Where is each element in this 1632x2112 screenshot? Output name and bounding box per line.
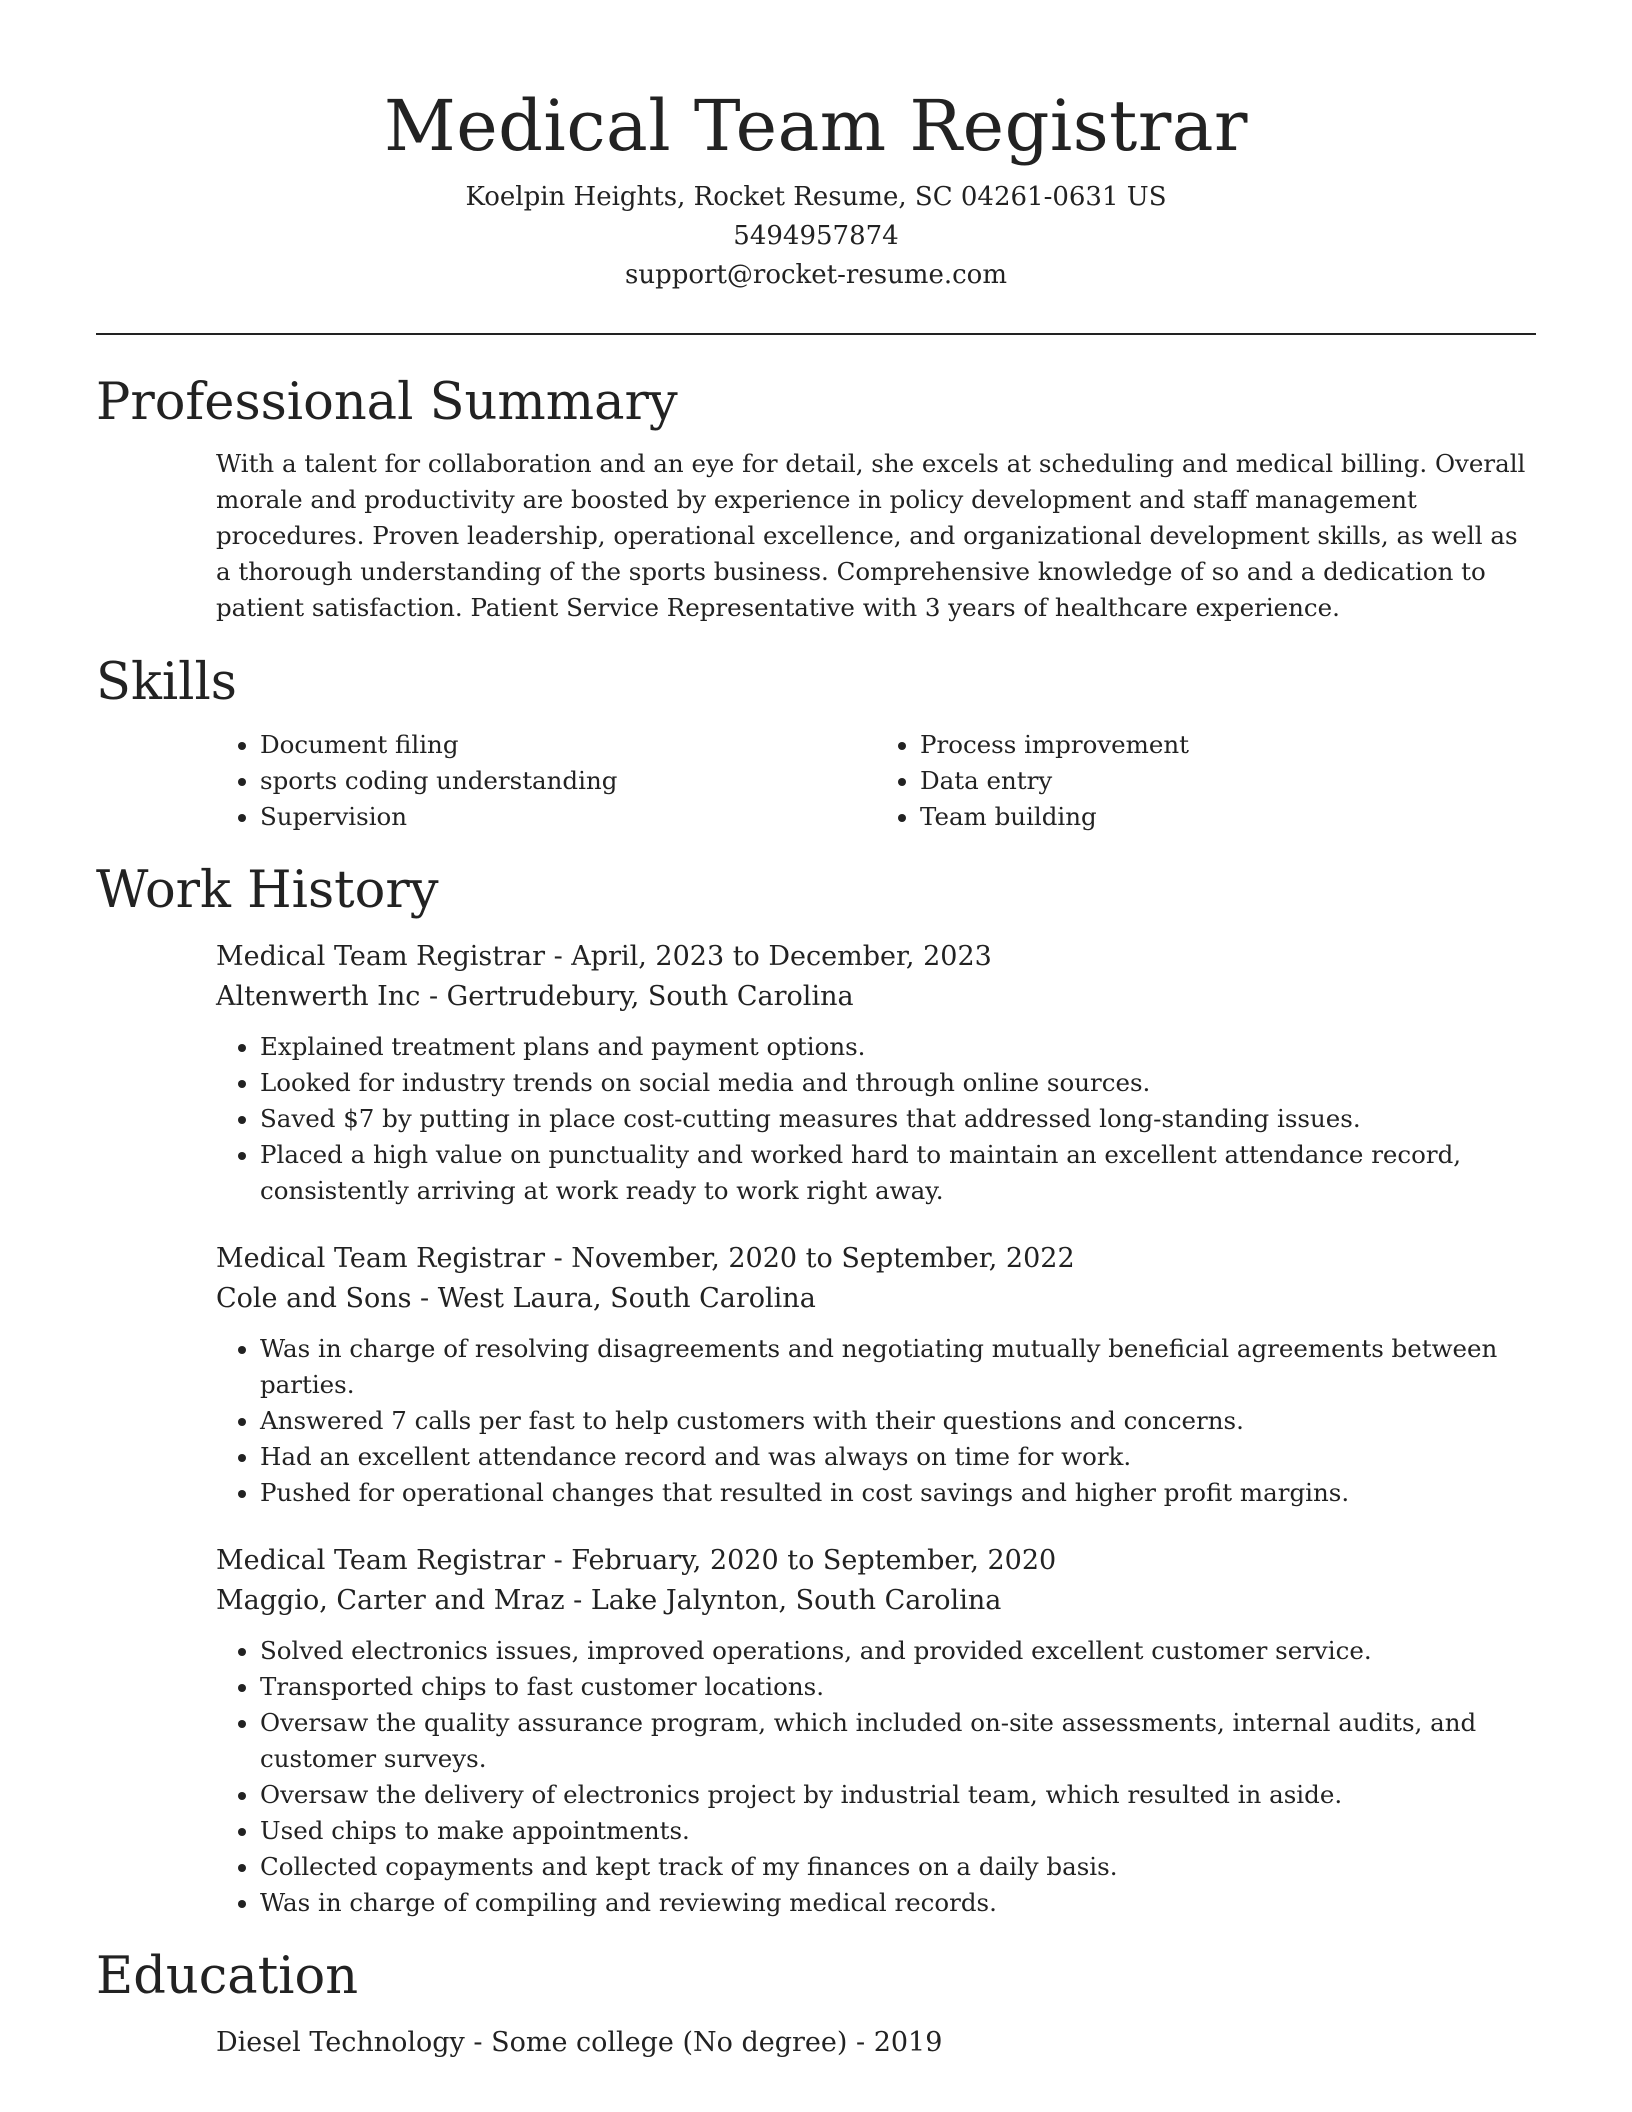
resume-header [96, 0, 1536, 295]
skill-item: • Supervision [260, 799, 876, 835]
candidate-name: Medical Team Registrar [384, 85, 1248, 167]
job-dates: - November, 2020 to September, 2022 [545, 1243, 1075, 1274]
job-title: Medical Team Registrar [216, 1545, 545, 1576]
company-location: - Lake Jalynton, South Carolina [564, 1585, 1002, 1616]
skills-section [96, 653, 1536, 835]
job-bullet: • Answered 7 calls per fast to help customers with their questions and concerns. [260, 1403, 1536, 1439]
job-bullet: • Transported chips to fast customer locations. [260, 1669, 1536, 1705]
email-address: support@rocket-resume.com [624, 260, 1007, 290]
job-company-line [216, 977, 1536, 1017]
job-title-line [216, 1239, 1536, 1279]
job-entry [216, 937, 1536, 1209]
education-line [216, 2023, 1536, 2063]
job-bullets [216, 1633, 1536, 1921]
section-title-skills: Skills [96, 653, 237, 712]
job-dates: - February, 2020 to September, 2020 [545, 1545, 1057, 1576]
company-location: - Gertrudebury, South Carolina [420, 981, 854, 1012]
job-bullet: • Saved $7 by putting in place cost-cutting measures that addressed long-standing issues. [260, 1101, 1536, 1137]
job-entry [216, 1239, 1536, 1511]
job-bullet: • Placed a high value on punctuality and worked hard to maintain an excellent attendance record, consistently arriving at work ready to work right away. [260, 1137, 1536, 1209]
job-bullet: • Oversaw the delivery of electronics project by industrial team, which resulted in aside. [260, 1777, 1536, 1813]
job-bullets [216, 1331, 1536, 1511]
skill-item: • Document filing [260, 727, 876, 763]
section-title-education: Education [96, 1947, 359, 2006]
header-divider [96, 333, 1536, 335]
education-program: Diesel Technology [216, 2027, 465, 2058]
job-entry [216, 1541, 1536, 1921]
job-title-line [216, 937, 1536, 977]
resume-page [96, 0, 1536, 2063]
job-bullet: • Solved electronics issues, improved operations, and provided excellent customer service. [260, 1633, 1536, 1669]
phone-number: 5494957874 [733, 221, 899, 251]
job-dates: - April, 2023 to December, 2023 [545, 941, 992, 972]
job-bullets [216, 1029, 1536, 1209]
job-bullet: • Explained treatment plans and payment options. [260, 1029, 1536, 1065]
job-bullet: • Had an excellent attendance record and was always on time for work. [260, 1439, 1536, 1475]
job-bullet: • Pushed for operational changes that resulted in cost savings and higher profit margins. [260, 1475, 1536, 1511]
company-name: Maggio, Carter and Mraz [216, 1585, 565, 1616]
job-bullet: • Was in charge of compiling and reviewing medical records. [260, 1885, 1536, 1921]
skill-item: • Process improvement [920, 727, 1536, 763]
education-entry [216, 2023, 1536, 2063]
section-title-work-history: Work History [96, 861, 439, 920]
job-title: Medical Team Registrar [216, 941, 545, 972]
job-company-line [216, 1279, 1536, 1319]
education-section [96, 1947, 1536, 2063]
job-bullet: • Collected copayments and kept track of my finances on a daily basis. [260, 1849, 1536, 1885]
skill-item: • sports coding understanding [260, 763, 876, 799]
summary-body [216, 446, 1536, 626]
job-company-line [216, 1581, 1536, 1621]
company-name: Cole and Sons [216, 1283, 412, 1314]
skills-grid [216, 727, 1536, 835]
skills-column-right [876, 727, 1536, 835]
job-title: Medical Team Registrar [216, 1243, 545, 1274]
company-name: Altenwerth Inc [216, 981, 421, 1012]
summary-section [96, 373, 1536, 626]
job-bullet: • Looked for industry trends on social media and through online sources. [260, 1065, 1536, 1101]
job-bullet: • Used chips to make appointments. [260, 1813, 1536, 1849]
company-location: - West Laura, South Carolina [411, 1283, 816, 1314]
job-bullet: • Was in charge of resolving disagreements and negotiating mutually beneficial agreements between parties. [260, 1331, 1536, 1403]
contact-info [96, 178, 1536, 295]
summary-text: With a talent for collaboration and an eye for detail, she excels at scheduling and medical billing. Overall morale and productivity are boosted by experience in policy development and staff management procedures. Proven leadership, operational excellence, and organizational development skills, as well as a thorough understanding of the sports business. Comprehensive knowledge of so and a dedication to patient satisfaction. Patient Service Representative with 3 years of healthcare experience. [216, 449, 1526, 622]
job-title-line [216, 1541, 1536, 1581]
skills-column-left [216, 727, 876, 835]
work-history-section [96, 861, 1536, 1921]
job-bullet: • Oversaw the quality assurance program, which included on-site assessments, internal audits, and customer surveys. [260, 1705, 1536, 1777]
education-details: - Some college (No degree) - 2019 [464, 2027, 943, 2058]
skill-item: • Team building [920, 799, 1536, 835]
address: Koelpin Heights, Rocket Resume, SC 04261-0631 US [465, 182, 1167, 212]
section-title-summary: Professional Summary [96, 373, 678, 432]
skill-item: • Data entry [920, 763, 1536, 799]
